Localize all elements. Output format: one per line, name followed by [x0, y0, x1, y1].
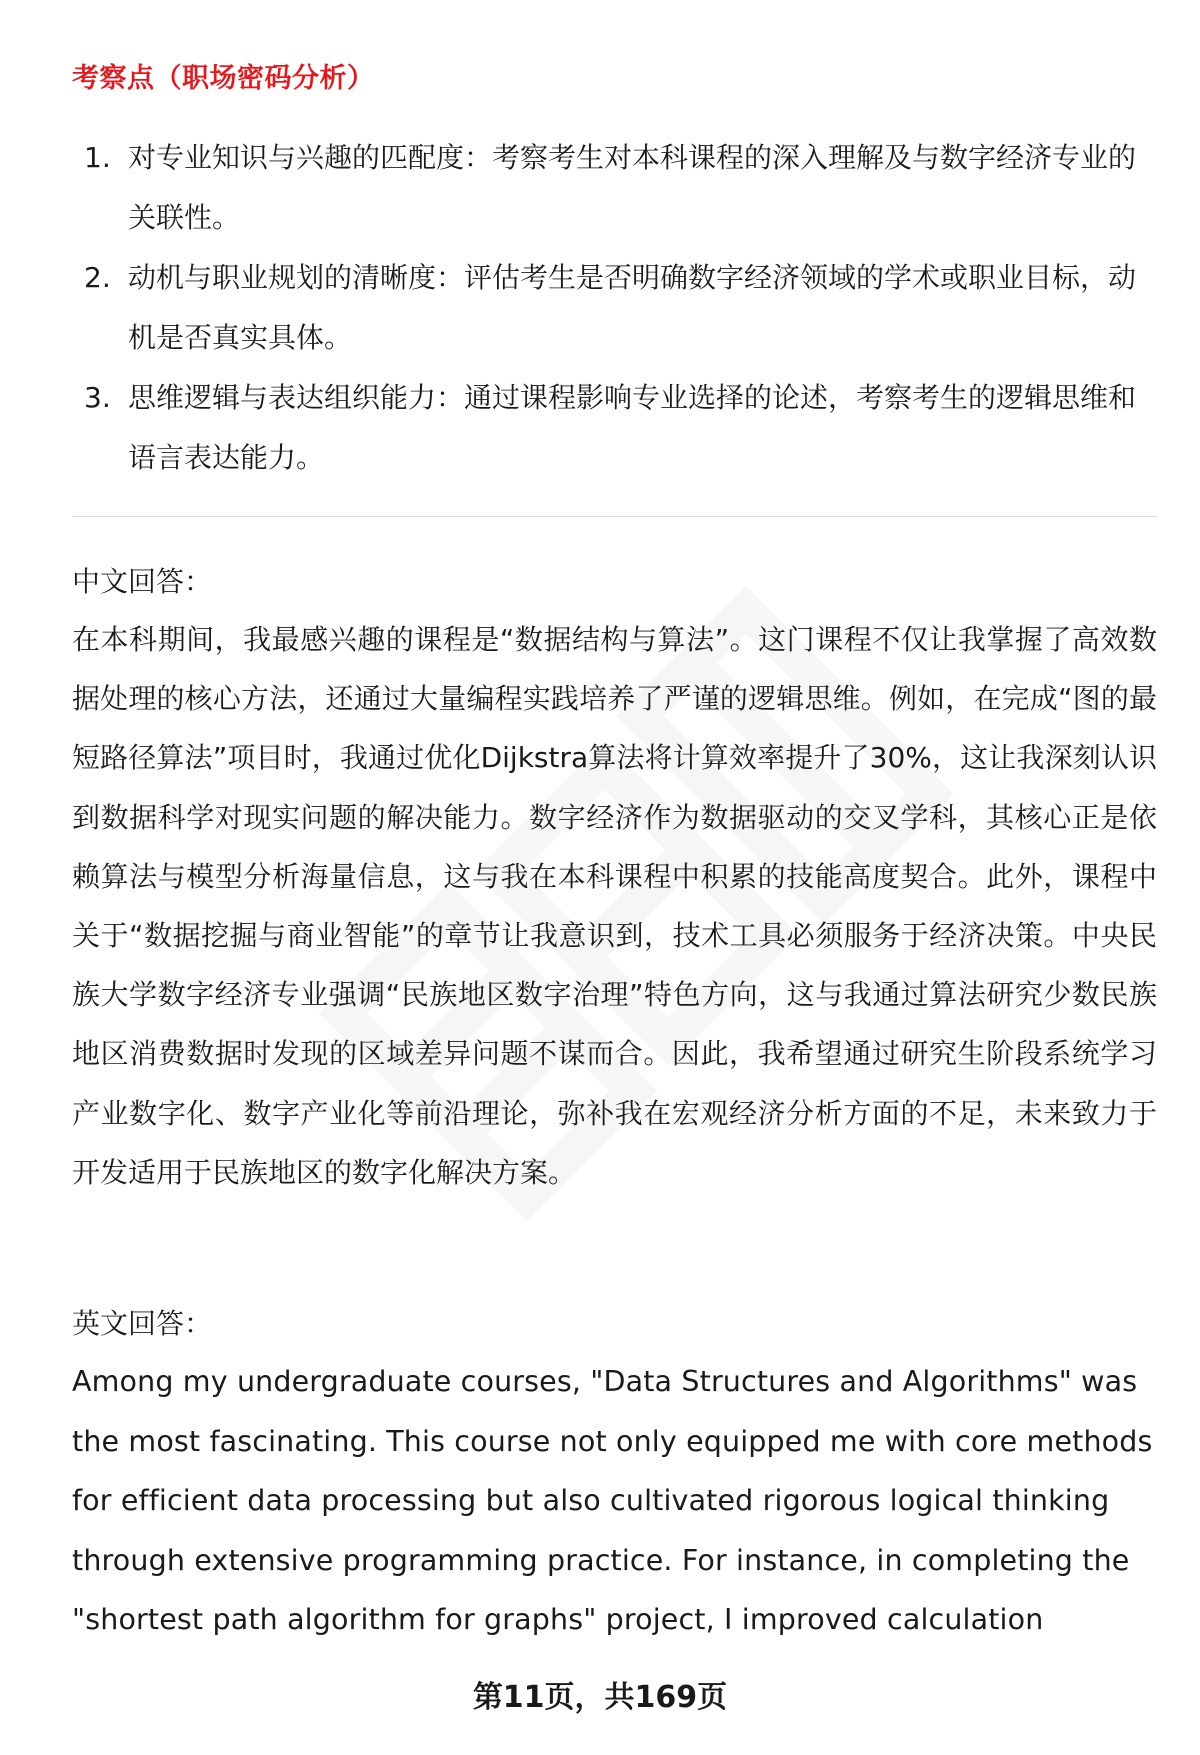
point-number: 3. — [84, 381, 111, 414]
chinese-answer-text: 在本科期间，我最感兴趣的课程是“数据结构与算法”。这门课程不仅让我掌握了高效数据处理的核心方法，还通过大量编程实践培养了严谨的逻辑思维。例如，在完成“图的最短路径算法”项目时，我通过优化Dijkstra算法将计算效率提升了30%，这让我深刻认识到数据科学对现实问题的解决能力。数字经济作为数据驱动的交叉学科，其核心正是依赖算法与模型分析海量信息，这与我在本科课程中积累的技能高度契合。此外，课程中关于“数据挖掘与商业智能”的章节让我意识到，技术工具必须服务于经济决策。中央民族大学数字经济专业强调“民族地区数字治理”特色方向，这与我通过算法研究少数民族地区消费数据时发现的区域差异问题不谋而合。因此，我希望通过研究生阶段系统学习产业数字化、数字产业化等前沿理论，弥补我在宏观经济分析方面的不足，未来致力于开发适用于民族地区的数字化解决方案。 — [72, 623, 1157, 1189]
english-answer-text: Among my undergraduate courses, "Data Structures and Algorithms" was the most fascinating. This course not only equipped me with core methods for efficient data processing but also cultivated rigorous logical thinking through extensive programming practice. For instance, in completing the "shortest path algorithm for graphs" project, I improved calculation — [72, 1365, 1153, 1637]
assessment-point — [72, 368, 1152, 488]
section-heading: 考察点（职场密码分析） — [72, 63, 375, 94]
point-text: 动机与职业规划的清晰度：评估考生是否明确数字经济领域的学术或职业目标，动机是否真实具体。 — [128, 261, 1137, 354]
section-divider — [72, 516, 1157, 517]
assessment-point — [72, 128, 1152, 248]
english-answer-label: 英文回答： — [72, 1307, 213, 1340]
point-text: 对专业知识与兴趣的匹配度：考察考生对本科课程的深入理解及与数字经济专业的关联性。 — [128, 141, 1137, 234]
page-indicator: 第11页，共169页 — [472, 1680, 728, 1715]
assessment-point — [72, 248, 1152, 368]
point-number: 2. — [84, 261, 111, 294]
point-number: 1. — [84, 141, 111, 174]
point-text: 思维逻辑与表达组织能力：通过课程影响专业选择的论述，考察考生的逻辑思维和语言表达能力。 — [128, 381, 1137, 474]
chinese-answer-label: 中文回答： — [72, 565, 213, 598]
assessment-points-list — [72, 128, 1152, 488]
